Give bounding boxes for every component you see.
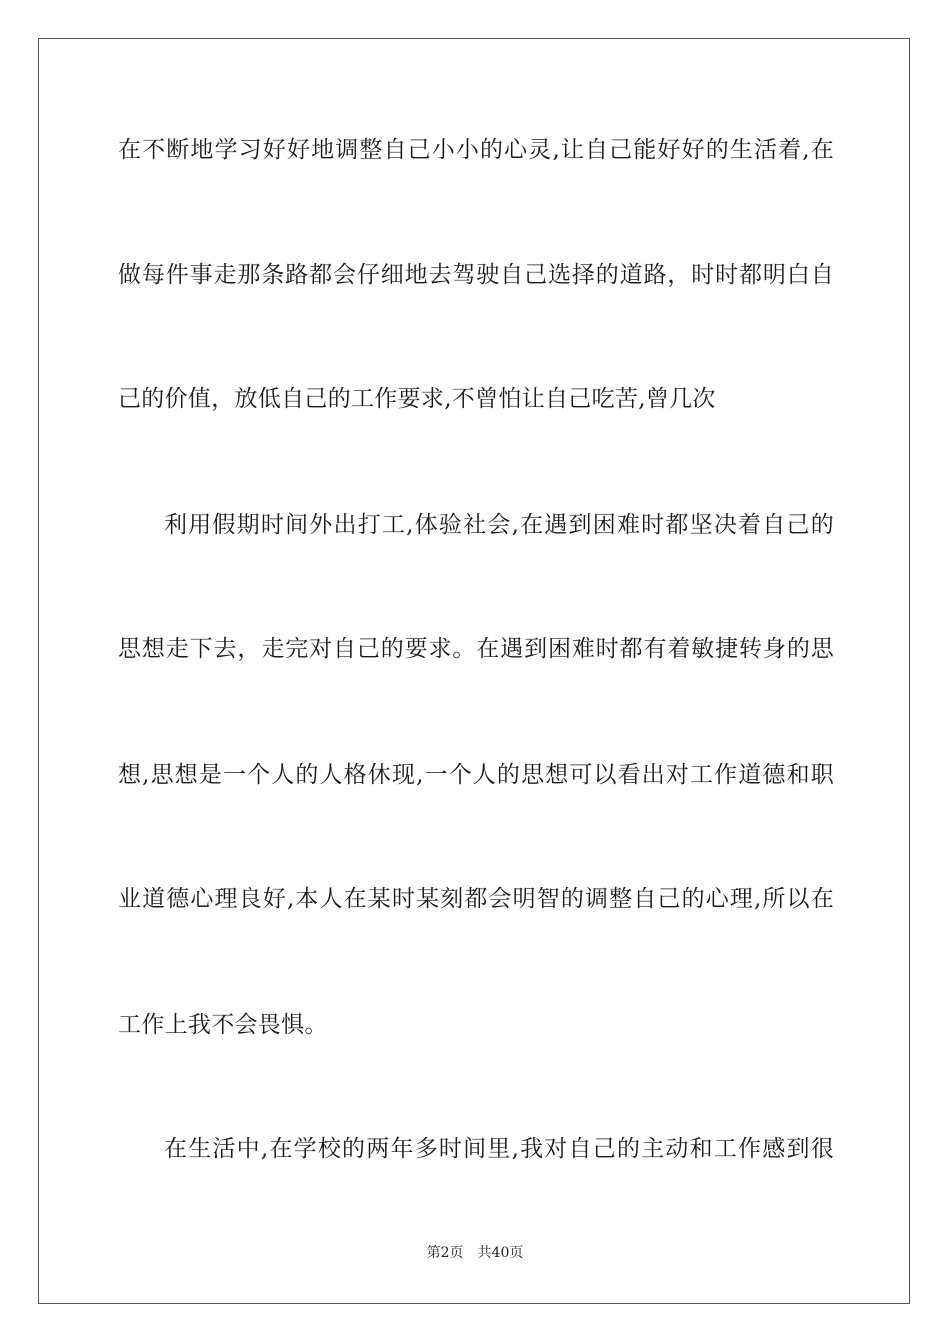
total-pages: 共40页 bbox=[477, 1245, 524, 1261]
body-text-line-2: 做每件事走那条路都会仔细地去驾驶自己选择的道路，时时都明白自 bbox=[118, 262, 834, 288]
body-text-line-1: 在不断地学习好好地调整自己小小的心灵,让自己能好好的生活着,在 bbox=[118, 137, 834, 163]
body-text-line-3: 己的价值，放低自己的工作要求,不曾怕让自己吃苦,曾几次 bbox=[118, 386, 716, 412]
paragraph-2-line-3: 想,思想是一个人的人格休现,一个人的思想可以看出对工作道德和职 bbox=[118, 762, 834, 788]
paragraph-3-line-1: 在生活中,在学校的两年多时间里,我对自己的主动和工作感到很 bbox=[164, 1136, 834, 1162]
page-border bbox=[38, 38, 910, 1304]
paragraph-2-line-5: 工作上我不会畏惧。 bbox=[118, 1012, 328, 1038]
page-number: 第2页 bbox=[426, 1245, 464, 1261]
page-footer bbox=[0, 1244, 950, 1262]
paragraph-2-line-4: 业道德心理良好,本人在某时某刻都会明智的调整自己的心理,所以在 bbox=[118, 886, 834, 912]
paragraph-2-line-1: 利用假期时间外出打工,体验社会,在遇到困难时都坚决着自己的 bbox=[164, 512, 834, 538]
paragraph-2-line-2: 思想走下去，走完对自己的要求。在遇到困难时都有着敏捷转身的思 bbox=[118, 636, 834, 662]
